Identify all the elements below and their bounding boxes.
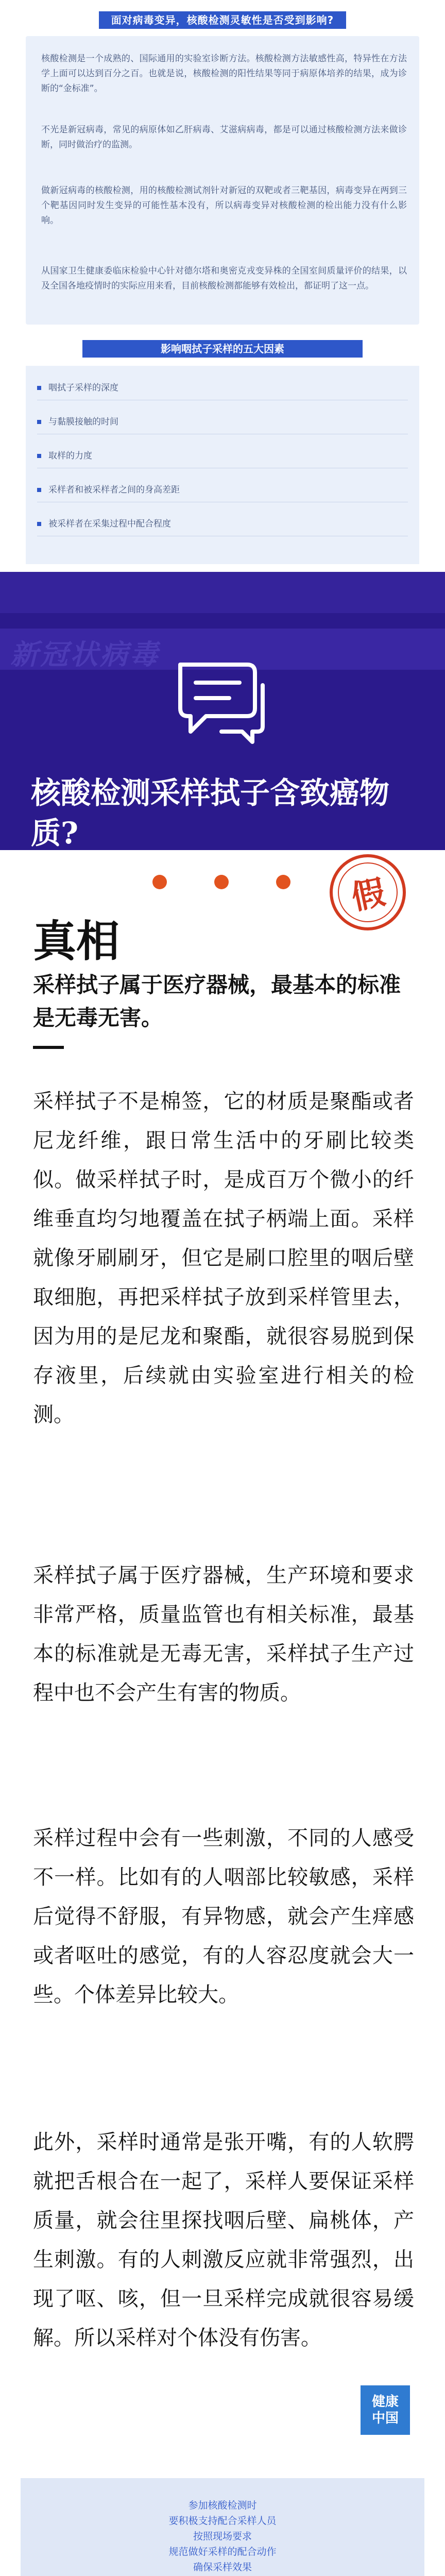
list-item [37,478,408,502]
fake-stamp-label: 假 [332,857,403,928]
footer-line: 确保采样效果 [193,2562,252,2573]
body-paragraph: 采样拭子不是棉签，它的材质是聚酯或者尼龙纤维，跟日常生活中的牙刷比较类似。做采样拭子时，是成百万个微小的纤维垂直均匀地覆盖在拭子柄端上面。采样就像牙刷刷牙，但它是刷口腔里的咽后壁取细胞，再把采样拭子放到采样管里去，因为用的是尼龙和聚酯，就很容易脱到保存液里，后续就由实验室进行相关的检测。 [33,1090,414,1427]
decorative-dot [214,875,229,889]
footer-line: 要积极支持配合采样人员 [168,2515,277,2527]
bullet-icon [37,454,41,458]
chat-bubble-icon [170,654,273,747]
bullet-icon [37,420,41,424]
myth-banner [0,572,445,850]
divider [33,1046,64,1049]
list-item [37,376,408,400]
factor-label: 取样的力度 [48,451,92,461]
info-paragraph: 核酸检测是一个成熟的、国际通用的实验室诊断方法。核酸检测方法敏感性高，特异性在方法学上面可以达到百分之百。也就是说，核酸检测的阳性结果等同于病原体培养的结果，成为诊断的“金标准”。 [41,54,407,94]
footer [0,2463,445,2576]
body-paragraph: 采样过程中会有一些刺激，不同的人感受不一样。比如有的人咽部比较敏感，采样后觉得不舒服，有异物感，就会产生痒感或者呕吐的感觉，有的人容忍度就会大一些。个体差异比较大。 [33,1826,414,2007]
bullet-icon [37,522,41,526]
bullet-icon [37,386,41,390]
info-paragraph: 从国家卫生健康委临床检验中心针对德尔塔和奥密克戎变异株的全国室间质量评价的结果，以及全国各地疫情时的实际应用来看，目前核酸检测都能够有效检出，都证明了这一点。 [41,266,407,291]
body-paragraph: 采样拭子属于医疗器械，生产环境和要求非常严格，质量监管也有相关标准，最基本的标准就是无毒无害，采样拭子生产过程中也不会产生有害的物质。 [33,1564,414,1705]
decorative-dot [152,875,167,889]
bullet-icon [37,488,41,492]
factor-list [26,366,419,564]
factor-label: 与黏膜接触的时间 [48,417,118,427]
logo-line: 中国 [371,2411,399,2426]
footer-line: 按照现场要求 [193,2531,252,2542]
truth-lead: 采样拭子属于医疗器械，最基本的标准是无毒无害。 [33,972,401,1030]
footer-line: 规范做好采样的配合动作 [168,2546,277,2557]
truth-heading: 真相 [33,916,120,967]
factor-label: 被采样者在采集过程中配合程度 [48,519,171,529]
factor-list-title: 影响咽拭子采样的五大因素 [82,340,363,358]
list-item [37,410,408,434]
top-info-section [0,0,445,569]
fake-stamp-icon [322,847,413,938]
footer-note-box [21,2478,424,2576]
body-paragraph: 此外，采样时通常是张开嘴，有的人软腭就把舌根合在一起了，采样人要保证采样质量，就会往里探找咽后壁、扁桃体，产生刺激。有的人刺激反应就非常强烈，出现了呕、咳，但一旦采样完成就很容易缓解。所以采样对个体没有伤害。 [33,2130,414,2350]
decorative-dot [276,875,290,889]
info-paragraph: 不光是新冠病毒，常见的病原体如乙肝病毒、艾滋病病毒，都是可以通过核酸检测方法来做诊断，同时做治疗的监测。 [41,125,407,150]
info-paragraph: 做新冠病毒的核酸检测，用的核酸检测试剂针对新冠的双靶或者三靶基因，病毒变异在两到三个靶基因同时发生变异的可能性基本没有，所以病毒变异对核酸检测的检出能力没有什么影响。 [41,185,407,226]
list-item [37,512,408,536]
banner-background-text: 新冠状病毒 [10,638,160,671]
banner-title: 核酸检测采样拭子含致癌物质? [31,775,390,850]
factor-label: 咽拭子采样的深度 [48,383,118,393]
logo-line: 健康 [371,2394,399,2410]
banner-stripe [0,572,445,613]
footer-line: 参加核酸检测时 [188,2500,257,2511]
factor-label: 采样者和被采样者之间的身高差距 [48,485,180,495]
list-item [37,444,408,468]
health-china-logo [361,2385,410,2435]
section-title-bar: 面对病毒变异，核酸检测灵敏性是否受到影响? [99,11,346,29]
truth-section [0,850,445,2463]
